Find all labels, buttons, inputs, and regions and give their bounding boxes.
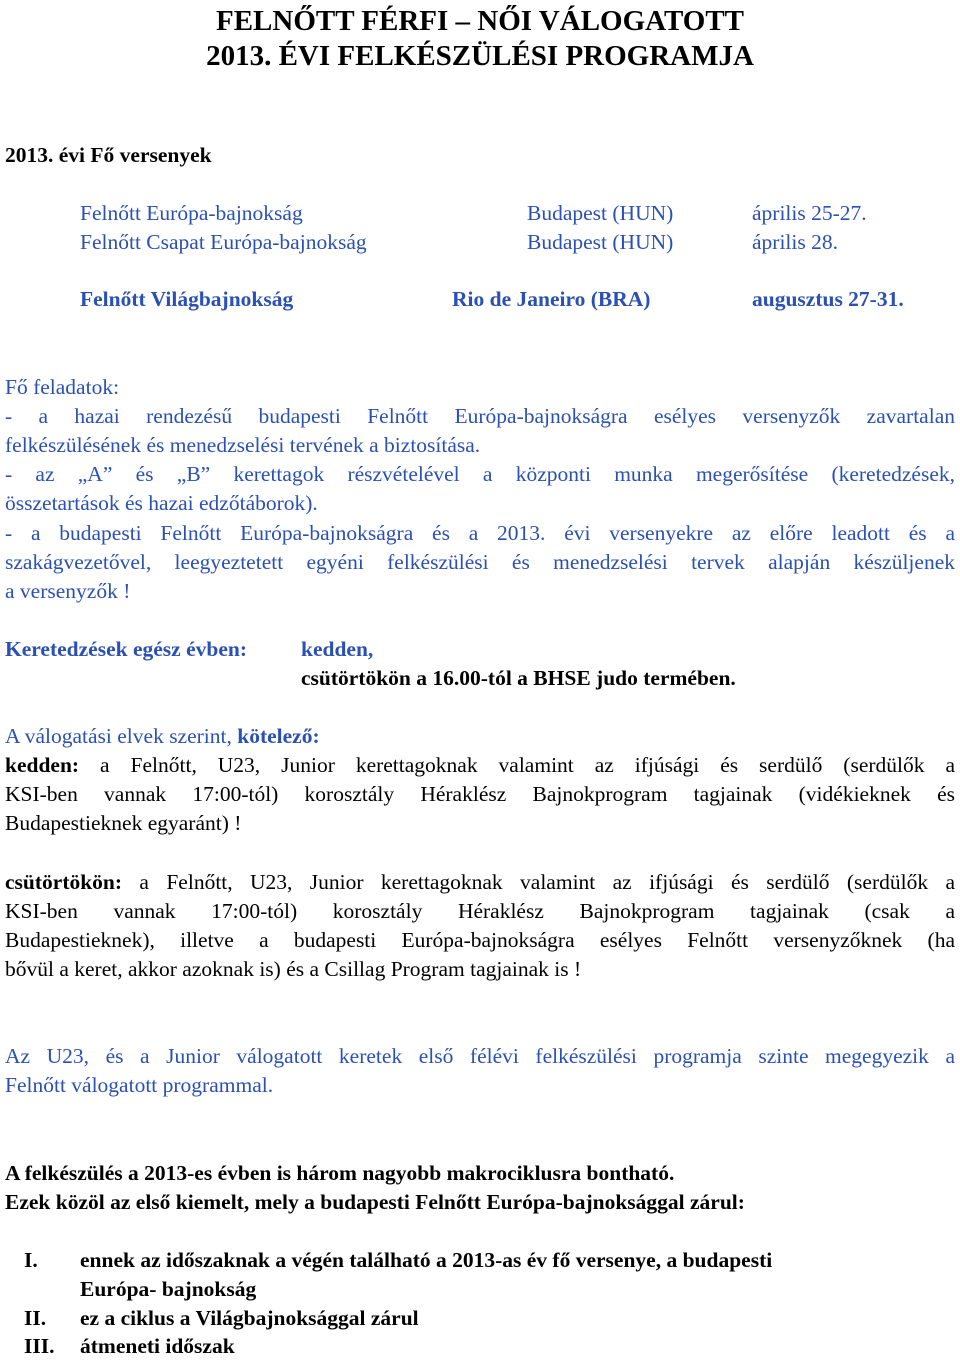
- task-item: [5, 402, 955, 460]
- task-line: a versenyzők !: [5, 579, 131, 603]
- thursday-text: a Felnőtt, U23, Junior kerettagoknak valamint az ifjúsági és serdülő (serdülők a: [122, 870, 955, 894]
- training-label: Keretedzések egész évben:: [5, 637, 247, 661]
- event-date: augusztus 27-31.: [752, 287, 904, 311]
- task-line: szakágvezetővel, leegyeztetett egyéni felkészülési és menedzselési tervek alapján készüljenek: [5, 550, 955, 574]
- task-line: - az „A” és „B” kerettagok részvételével a központi munka megerősítése (keretedzések,: [5, 462, 955, 486]
- thursday-line: KSI-ben vannak 17:00-tól) korosztály Héraklész Bajnokprogram tagjainak (csak a: [5, 899, 955, 923]
- tuesday-label: kedden:: [5, 753, 80, 777]
- event-place: Budapest (HUN): [527, 201, 674, 225]
- tuesday-line: Budapestieknek egyaránt) !: [5, 811, 242, 835]
- thursday-label: csütörtökön:: [5, 870, 123, 894]
- document-title-line2: 2013. ÉVI FELKÉSZÜLÉSI PROGRAMJA: [206, 40, 754, 72]
- event-place: Budapest (HUN): [527, 230, 674, 254]
- cycle-text: ez a ciklus a Világbajnoksággal zárul: [80, 1306, 419, 1330]
- task-item: [5, 519, 955, 606]
- thursday-line: bővül a keret, akkor azoknak is) és a Csillag Program tagjainak is !: [5, 957, 582, 981]
- selection-mandatory: kötelező:: [237, 724, 320, 748]
- u23-paragraph: [5, 1042, 955, 1100]
- main-events-heading: 2013. évi Fő versenyek: [5, 143, 212, 167]
- cycle-number: II.: [24, 1306, 47, 1330]
- event-name: Felnőtt Világbajnokság: [80, 287, 294, 311]
- cycle-number: I.: [24, 1248, 38, 1272]
- cycle-text: Európa- bajnokság: [80, 1277, 257, 1301]
- cycle-text: átmeneti időszak: [80, 1334, 235, 1358]
- task-line: felkészülésének és menedzselési tervének a biztosítása.: [5, 433, 481, 457]
- event-name: Felnőtt Európa-bajnokság: [80, 201, 303, 225]
- event-date: április 28.: [752, 230, 838, 254]
- event-place: Rio de Janeiro (BRA): [452, 287, 651, 311]
- selection-intro-line: [5, 722, 320, 751]
- macrocycle-intro: A felkészülés a 2013-es évben is három nagyobb makrociklusra bontható.: [5, 1161, 675, 1185]
- task-line: - a budapesti Felnőtt Európa-bajnokságra és a 2013. évi versenyekre az előre leadott és a: [5, 521, 955, 545]
- task-item: [5, 460, 955, 518]
- u23-line: Az U23, és a Junior válogatott keretek első félévi felkészülési programja szinte megegyezik a: [5, 1044, 955, 1068]
- tuesday-line: [5, 751, 955, 780]
- tuesday-paragraph: [5, 751, 955, 838]
- training-day-tuesday: kedden,: [301, 637, 374, 661]
- u23-line: Felnőtt válogatott programmal.: [5, 1073, 274, 1097]
- tuesday-line: KSI-ben vannak 17:00-tól) korosztály Héraklész Bajnokprogram tagjainak (vidékieknek és: [5, 782, 955, 806]
- thursday-line: [5, 868, 955, 897]
- event-name: Felnőtt Csapat Európa-bajnokság: [80, 230, 367, 254]
- thursday-paragraph: [5, 868, 955, 984]
- task-line: összetartások és hazai edzőtáborok).: [5, 491, 318, 515]
- document-title-line1: FELNŐTT FÉRFI – NŐI VÁLOGATOTT: [215, 5, 745, 37]
- task-line: - a hazai rendezésű budapesti Felnőtt Európa-bajnokságra esélyes versenyzők zavartalan: [5, 404, 955, 428]
- tasks-heading: Fő feladatok:: [5, 375, 120, 399]
- event-date: április 25-27.: [752, 201, 867, 225]
- tuesday-text: a Felnőtt, U23, Junior kerettagoknak valamint az ifjúsági és serdülő (serdülők a: [79, 753, 955, 777]
- cycle-number: III.: [24, 1334, 55, 1358]
- thursday-line: Budapestieknek), illetve a budapesti Európa-bajnokságra esélyes Felnőtt versenyzőknek (ha: [5, 928, 955, 952]
- macrocycle-first-note: Ezek közöl az első kiemelt, mely a budapesti Felnőtt Európa-bajnoksággal zárul:: [5, 1190, 745, 1214]
- cycle-text: ennek az időszaknak a végén található a 2013-as év fő versenye, a budapesti: [80, 1248, 773, 1272]
- selection-intro: A válogatási elvek szerint,: [5, 724, 232, 748]
- training-day-thursday: csütörtökön a 16.00-tól a BHSE judo termében.: [301, 666, 736, 690]
